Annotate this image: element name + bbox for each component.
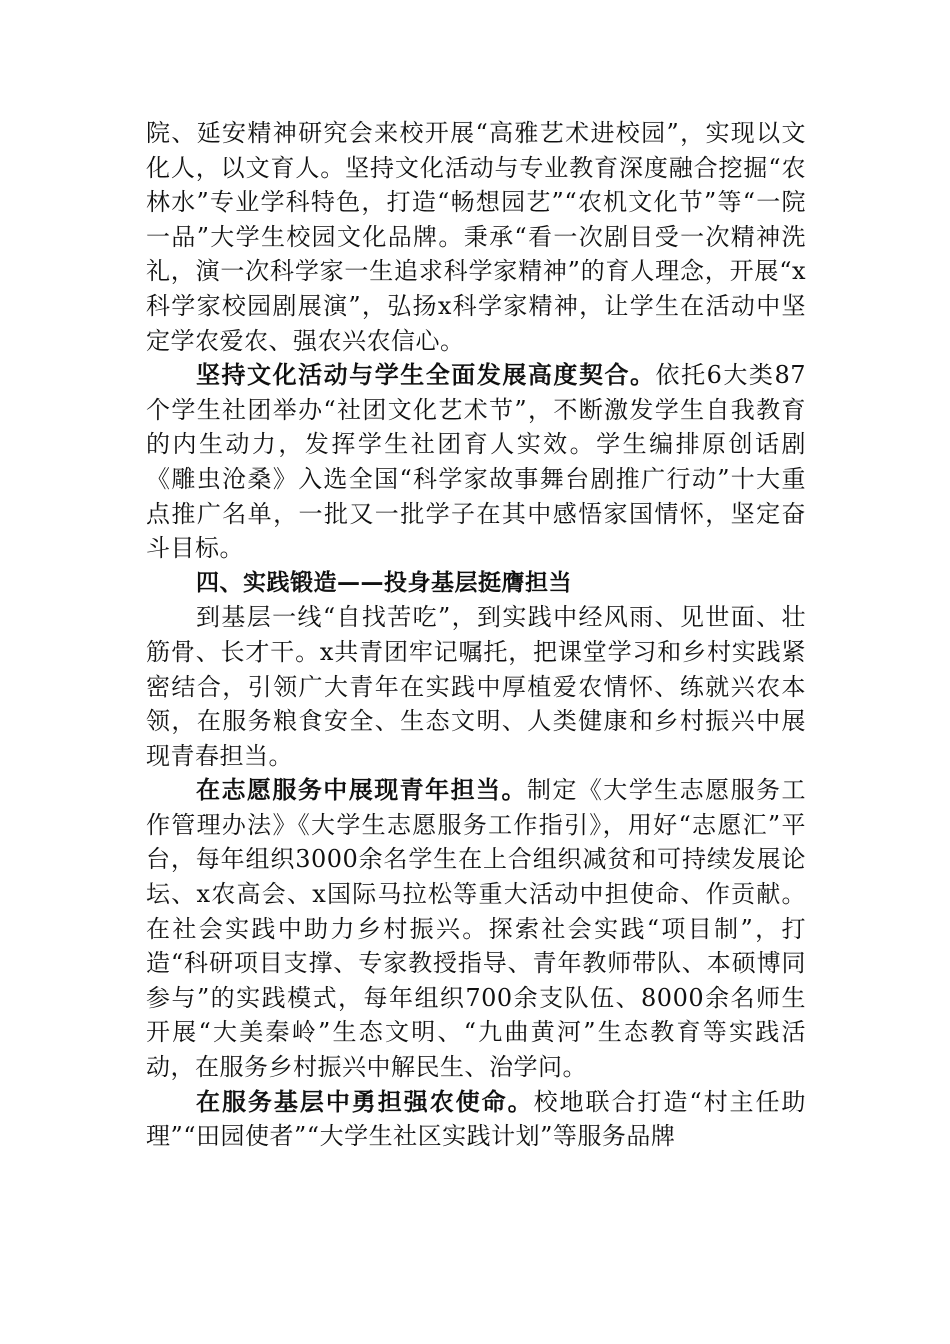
paragraph-practice-intro: 到基层一线“自找苦吃”，到实践中经风雨、见世面、壮筋骨、长才干。x共青团牢记嘱托，把课堂学习和乡村实践紧密结合，引领广大青年在实践中厚植爱农情怀、练就兴农本领，在服务粮食安全、生态文明、人类健康和乡村振兴中展现青春担当。 [146,603,806,770]
paragraph-grassroots-service [146,1085,806,1154]
document-page [146,116,806,1154]
paragraph-body: 校地联合打造“村主任助理”“田园使者”“大学生社区实践计划”等服务品牌 [146,1087,806,1151]
paragraph-body: 依托6大类87个学生社团举办“社团文化艺术节”，不断激发学生自我教育的内生动力，发挥学生社团育人实效。学生编排原创话剧《雕虫沧桑》入选全国“科学家故事舞台剧推广行动”十大重点推广名单，一批又一批学子在其中感悟家国情怀，坚定奋斗目标。 [146,361,807,563]
paragraph-lead: 在服务基层中勇担强农使命。 [196,1086,534,1116]
paragraph-student-development [146,358,806,566]
paragraph-lead: 坚持文化活动与学生全面发展高度契合。 [196,360,656,390]
paragraph-volunteer-service [146,773,806,1084]
section-heading-4: 四、实践锻造——投身基层挺膺担当 [196,569,572,596]
paragraph-body: 制定《大学生志愿服务工作管理办法》《大学生志愿服务工作指引》，用好“志愿汇”平台，每年组织3000余名学生在上合组织减贫和可持续发展论坛、x农高会、x国际马拉松等重大活动中担使命、作贡献。在社会实践中助力乡村振兴。探索社会实践“项目制”，打造“科研项目支撑、专家教授指导、青年教师带队、本硕博同参与”的实践模式，每年组织700余支队伍、8000余名师生开展“大美秦岭”生态文明、“九曲黄河”生态教育等实践活动，在服务乡村振兴中解民生、治学问。 [146,776,807,1082]
paragraph-lead: 在志愿服务中展现青年担当。 [196,775,527,805]
paragraph-culture-education: 院、延安精神研究会来校开展“高雅艺术进校园”，实现以文化人，以文育人。坚持文化活动与专业教育深度融合挖掘“农林水”专业学科特色，打造“畅想园艺”“农机文化节”等“一院一品”大学生校园文化品牌。秉承“看一次剧目受一次精神洗礼，演一次科学家一生追求科学家精神”的育人理念，开展“x科学家校园剧展演”，弘扬x科学家精神，让学生在活动中坚定学农爱农、强农兴农信心。 [146,119,806,355]
